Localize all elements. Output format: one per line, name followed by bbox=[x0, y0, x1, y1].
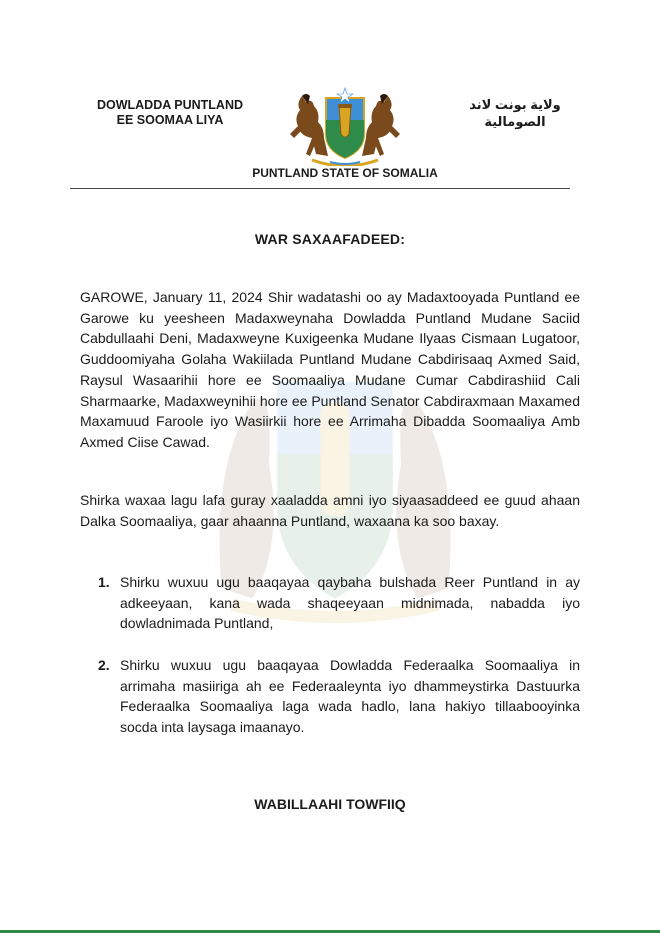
paragraph-2: Shirka waxaa lagu lafa guray xaaladda amni iyo siyaasaddeed ee guud ahaan Dalka Soomaaliya, gaar ahaanna Puntland, waxaana ka soo baxay. bbox=[80, 492, 580, 529]
document-title: WAR SAXAAFADEED: bbox=[254, 231, 406, 247]
list-item-text: Shirku wuxuu ugu baaqayaa Dowladda Federaalka Soomaaliya in arrimaha masiiriga ah ee Federaaleynta iyo dhammeystirka Dastuurka Federaalka Soomaaliya laga wada hadlo, lana hakiyo tillaabooyinka socda inta laysaga imaanayo. bbox=[120, 657, 580, 736]
header-left-line1: DOWLADDA PUNTLAND bbox=[96, 98, 244, 112]
puntland-coat-of-arms-icon bbox=[272, 82, 418, 166]
list-item-number: 2. bbox=[98, 657, 110, 673]
paragraph-1: GAROWE, January 11, 2024 Shir wadatashi oo ay Madaxtooyada Puntland ee Garowe ku yeesheen Madaxweynaha Dowladda Puntland Mudane Saciid Cabdullaahi Deni, Madaxweyne Kuxigeenka Mudane Ilyaas Cismaan Lugatoor, Guddoomiyaha Golaha Wakiilada Puntland Mudane Cabdirisaaq Axmed Said, Raysul Wasaarihii hore ee Soomaaliya Mudane Cumar Cabdirashiid Cali Sharmaarke, Madaxweynihii hore ee Puntland Senator Cabdiraxmaan Maxamed Maxamuud Faroole iyo Wasiirkii hore ee Arrimaha Dibadda Soomaaliya Amb Axmed Ciise Cawad. bbox=[80, 289, 580, 450]
header-divider bbox=[70, 188, 570, 189]
header-right-title bbox=[455, 96, 575, 130]
header-right-line1: ولاية بونت لاند bbox=[469, 97, 561, 112]
header-left-line2: EE SOOMAA LIYA bbox=[116, 113, 224, 127]
header-left-title bbox=[70, 98, 270, 128]
closing-line: WABILLAAHI TOWFIIQ bbox=[254, 796, 406, 812]
state-name: PUNTLAND STATE OF SOMALIA bbox=[252, 166, 438, 180]
list-item-number: 1. bbox=[98, 574, 110, 590]
list-item-text: Shirku wuxuu ugu baaqayaa qaybaha bulshada Reer Puntland in ay adkeeyaan, kana wada shaqeeyaan midnimada, nabadda iyo dowladnimada Puntland, bbox=[120, 574, 580, 632]
header-right-line2: الصومالية bbox=[484, 114, 546, 129]
